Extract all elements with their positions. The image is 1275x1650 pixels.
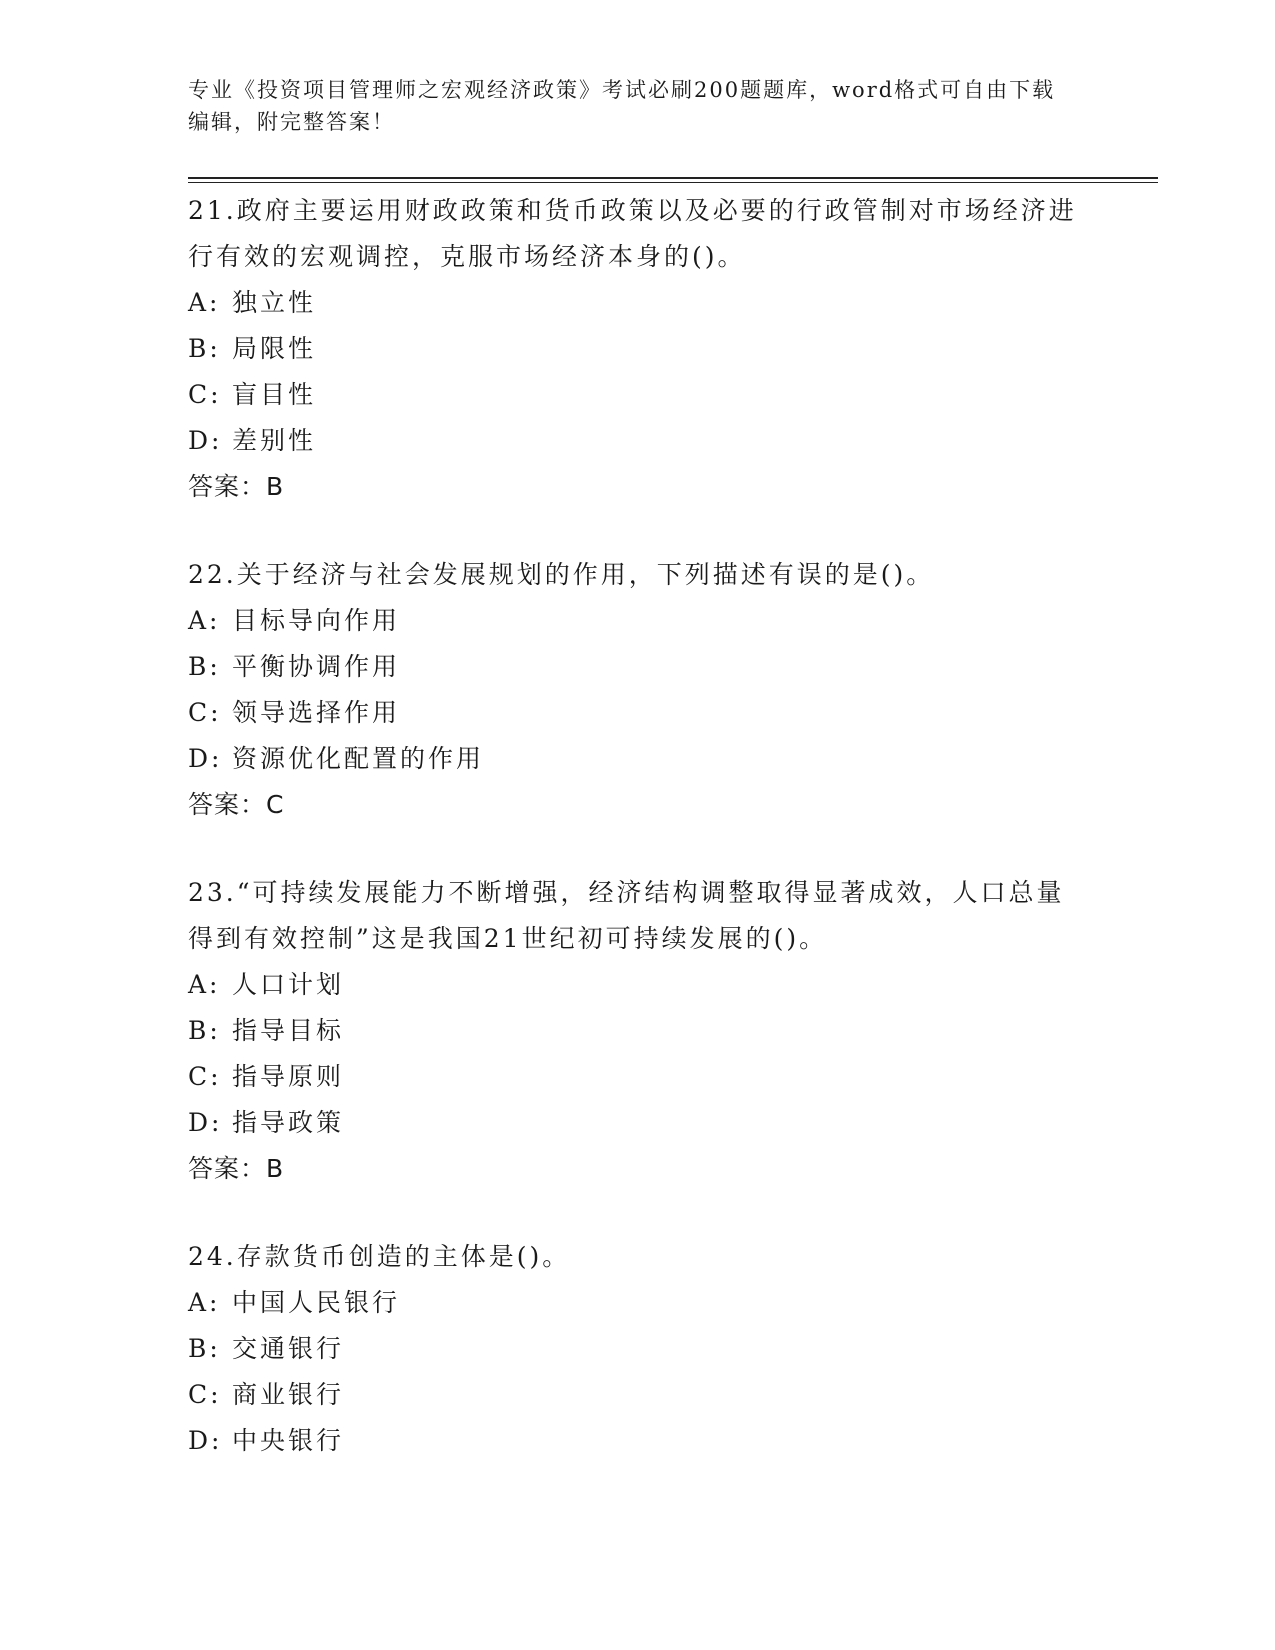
option-key: D: bbox=[188, 744, 223, 773]
option-a bbox=[188, 280, 1088, 326]
option-text: 指导原则 bbox=[232, 1062, 345, 1091]
question-22 bbox=[188, 552, 1088, 828]
option-d bbox=[188, 736, 1088, 782]
option-text: 中央银行 bbox=[232, 1426, 345, 1455]
option-b bbox=[188, 1008, 1088, 1054]
option-b bbox=[188, 644, 1088, 690]
option-c bbox=[188, 690, 1088, 736]
option-d bbox=[188, 418, 1088, 464]
option-text: 中国人民银行 bbox=[232, 1288, 401, 1317]
option-key: B: bbox=[188, 1016, 221, 1045]
option-key: D: bbox=[188, 426, 223, 455]
option-key: A: bbox=[188, 1288, 221, 1317]
answer: 答案：B bbox=[188, 472, 285, 501]
question-23 bbox=[188, 870, 1088, 1192]
option-a bbox=[188, 598, 1088, 644]
option-text: 独立性 bbox=[232, 288, 317, 317]
option-key: A: bbox=[188, 288, 221, 317]
question-stem: 24.存款货币创造的主体是()。 bbox=[188, 1242, 571, 1271]
option-text: 领导选择作用 bbox=[232, 698, 401, 727]
option-key: B: bbox=[188, 652, 221, 681]
option-b bbox=[188, 1326, 1088, 1372]
option-key: B: bbox=[188, 334, 221, 363]
option-c bbox=[188, 1054, 1088, 1100]
option-text: 差别性 bbox=[232, 426, 317, 455]
option-text: 商业银行 bbox=[232, 1380, 345, 1409]
option-text: 指导目标 bbox=[232, 1016, 345, 1045]
option-key: D: bbox=[188, 1426, 223, 1455]
answer: 答案：C bbox=[188, 790, 285, 819]
option-b bbox=[188, 326, 1088, 372]
option-text: 指导政策 bbox=[232, 1108, 345, 1137]
option-a bbox=[188, 962, 1088, 1008]
option-key: B: bbox=[188, 1334, 221, 1363]
question-21 bbox=[188, 188, 1088, 510]
option-key: C: bbox=[188, 1062, 222, 1091]
answer: 答案：B bbox=[188, 1154, 285, 1183]
header-divider-thick bbox=[188, 177, 1158, 179]
option-text: 目标导向作用 bbox=[232, 606, 401, 635]
question-stem: 22.关于经济与社会发展规划的作用，下列描述有误的是()。 bbox=[188, 560, 935, 589]
question-stem: 21.政府主要运用财政政策和货币政策以及必要的行政管制对市场经济进行有效的宏观调控，克服市场经济本身的()。 bbox=[188, 196, 1077, 271]
option-text: 资源优化配置的作用 bbox=[232, 744, 485, 773]
option-key: D: bbox=[188, 1108, 223, 1137]
option-key: A: bbox=[188, 606, 221, 635]
option-a bbox=[188, 1280, 1088, 1326]
option-text: 平衡协调作用 bbox=[232, 652, 401, 681]
option-c bbox=[188, 372, 1088, 418]
option-key: C: bbox=[188, 1380, 222, 1409]
option-key: C: bbox=[188, 380, 222, 409]
option-text: 局限性 bbox=[232, 334, 317, 363]
option-key: A: bbox=[188, 970, 221, 999]
option-text: 人口计划 bbox=[232, 970, 345, 999]
document-header: 专业《投资项目管理师之宏观经济政策》考试必刷200题题库，word格式可自由下载编辑，附完整答案！ bbox=[188, 78, 1056, 134]
option-c bbox=[188, 1372, 1088, 1418]
option-key: C: bbox=[188, 698, 222, 727]
option-d bbox=[188, 1100, 1088, 1146]
question-24 bbox=[188, 1234, 1088, 1464]
question-stem: 23.“可持续发展能力不断增强，经济结构调整取得显著成效，人口总量得到有效控制”这是我国21世纪初可持续发展的()。 bbox=[188, 878, 1065, 953]
option-text: 盲目性 bbox=[232, 380, 317, 409]
header-divider-thin bbox=[188, 182, 1158, 183]
option-d bbox=[188, 1418, 1088, 1464]
option-text: 交通银行 bbox=[232, 1334, 345, 1363]
